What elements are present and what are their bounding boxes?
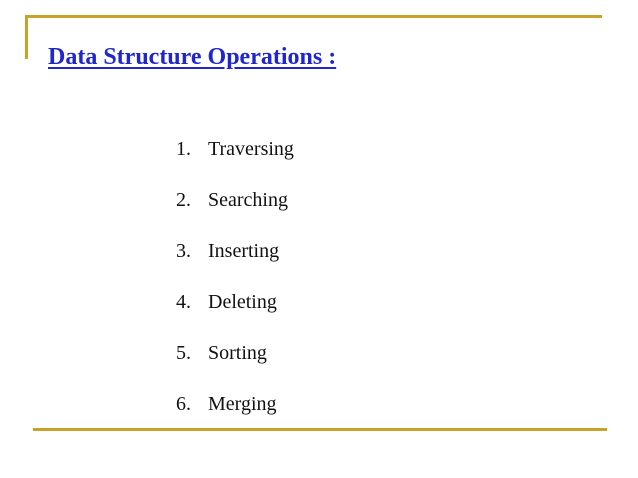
list-item: [176, 138, 294, 189]
bottom-border-line: [33, 428, 607, 431]
list-item-number: 2.: [176, 189, 191, 211]
list-item: [176, 342, 294, 393]
list-item-number: 6.: [176, 393, 191, 415]
list-item-label: Traversing: [208, 138, 294, 160]
list-item: [176, 393, 294, 444]
top-border-line: [25, 15, 602, 18]
list-item-label: Merging: [208, 393, 277, 415]
list-item: [176, 189, 294, 240]
list-item-label: Sorting: [208, 342, 267, 364]
list-item: [176, 291, 294, 342]
list-item-number: 3.: [176, 240, 191, 262]
list-item-number: 1.: [176, 138, 191, 160]
operations-list: [176, 138, 294, 444]
list-item-number: 5.: [176, 342, 191, 364]
list-item-label: Inserting: [208, 240, 280, 262]
list-item-label: Searching: [208, 189, 288, 211]
list-item: [176, 240, 294, 291]
list-item-label: Deleting: [208, 291, 277, 313]
slide-title: Data Structure Operations :: [48, 44, 337, 70]
left-border-line: [25, 15, 28, 59]
list-item-number: 4.: [176, 291, 191, 313]
